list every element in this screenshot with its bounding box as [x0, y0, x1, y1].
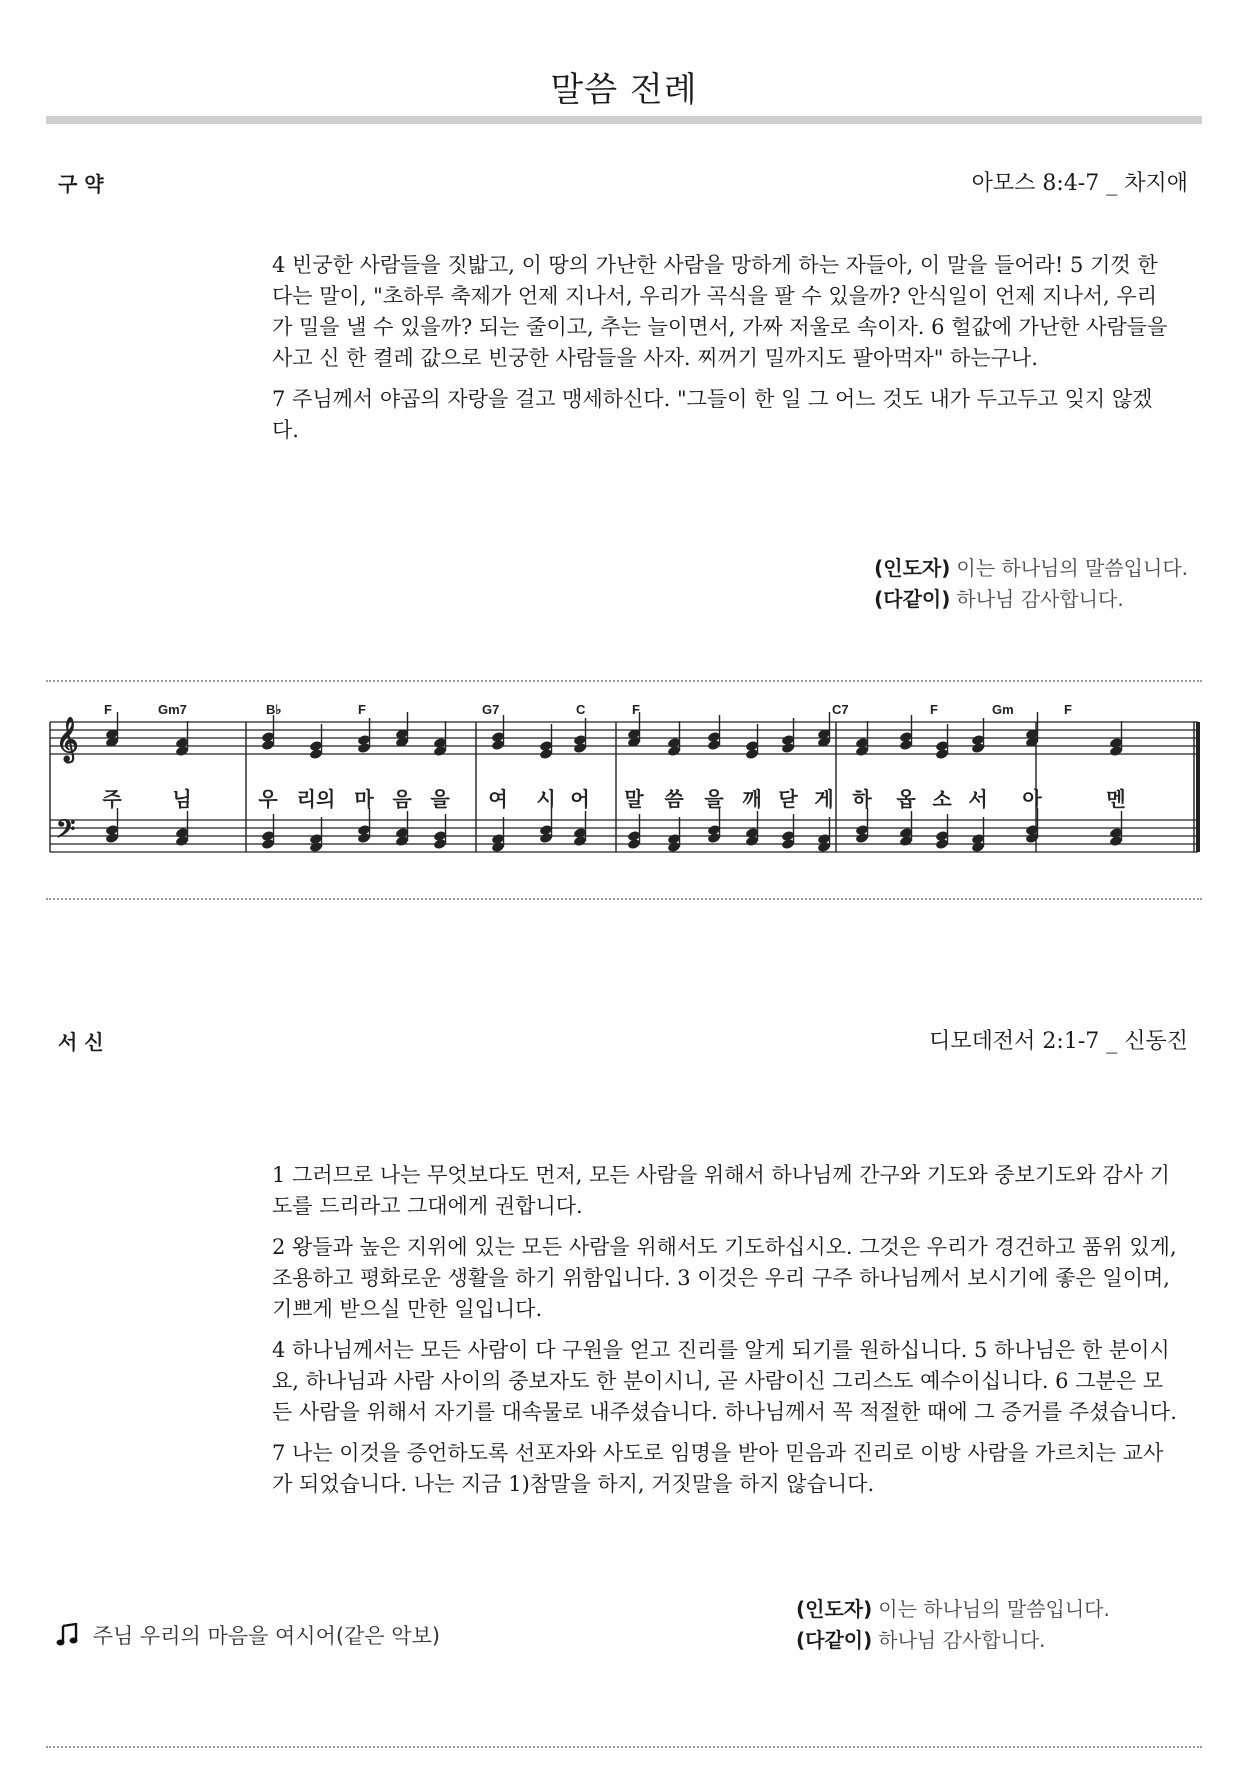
lyric-syllable: 아 — [1022, 787, 1042, 811]
lyric-syllable: 멘 — [1106, 787, 1126, 811]
chord-symbol: F — [930, 702, 938, 717]
chord-symbol: G7 — [482, 702, 500, 717]
lyric-syllable: 음 — [392, 787, 412, 811]
reading-paragraph: 7 나는 이것을 증언하도록 선포자와 사도로 임명을 받아 믿음과 진리로 이방 사람을 가르치는 교사가 되었습니다. 나는 지금 1)참말을 하지, 거짓말을 하지 않습니다. — [272, 1441, 1164, 1496]
lyric-syllable: 여 — [488, 787, 508, 811]
lyric-syllable: 우 — [258, 787, 278, 811]
leader-label: (인도자) — [796, 1597, 873, 1621]
congregation-label: (다같이) — [874, 587, 951, 611]
congregation-text: 하나님 감사합니다. — [878, 1628, 1046, 1652]
reading-paragraph: 1 그러므로 나는 무엇보다도 먼저, 모든 사람을 위해서 하나님께 간구와 기도와 중보기도와 감사 기도를 드리라고 그대에게 권합니다. — [272, 1163, 1170, 1218]
lyric-syllable: 을 — [704, 787, 724, 811]
lyric-syllable: 옵 — [896, 787, 916, 811]
chord-symbol: Gm7 — [158, 702, 187, 717]
treble-clef-icon: 𝄞 — [56, 717, 79, 761]
music-score — [46, 700, 1206, 920]
lyric-syllable: 을 — [430, 787, 450, 811]
old-testament-label: 구 약 — [58, 172, 104, 196]
old-testament-citation: 아모스 8:4-7 _ 차지애 — [971, 171, 1188, 196]
epistle-response — [796, 1594, 1110, 1656]
lyric-syllable: 서 — [968, 787, 988, 811]
epistle-reading — [272, 1160, 1177, 1510]
lyric-syllable: 닫 — [778, 787, 798, 811]
lyric-syllable: 소 — [932, 787, 952, 811]
section-divider — [46, 898, 1202, 900]
chord-symbol: C — [576, 702, 586, 717]
title-divider — [46, 116, 1202, 124]
lyric-syllable: 게 — [814, 787, 834, 811]
hymn-note-text: 주님 우리의 마음을 여시어(같은 악보) — [92, 1624, 441, 1648]
lyric-syllable: 씀 — [664, 787, 684, 811]
chord-symbol: C7 — [832, 702, 849, 717]
chord-symbol: Gm — [992, 702, 1014, 717]
old-testament-reading — [272, 250, 1177, 456]
reading-paragraph: 4 빈궁한 사람들을 짓밟고, 이 땅의 가난한 사람을 망하게 하는 자들아, 이 말을 들어라! 5 기껏 한다는 말이, "초하루 축제가 언제 지나서, 우리가 곡식을 팔 수 있을까? 안식일이 언제 지나서, 우리가 밀을 낼 수 있을까? 되는 줄이고, 추는 늘이면서, 가짜 저울로 속이자. 6 헐값에 가난한 사람들을 사고 신 한 켤레 값으로 빈궁한 사람들을 사자. 찌꺼기 밀까지도 팔아먹자" 하는구나. — [272, 253, 1168, 370]
section-divider — [46, 680, 1202, 682]
chord-symbol: F — [358, 702, 366, 717]
lyric-syllable: 시 — [536, 787, 556, 811]
reading-paragraph: 7 주님께서 야곱의 자랑을 걸고 맹세하신다. "그들이 한 일 그 어느 것도 내가 두고두고 잊지 않겠다. — [272, 387, 1153, 442]
lyric-syllable: 주 — [102, 787, 122, 811]
leader-text: 이는 하나님의 말씀입니다. — [878, 1597, 1110, 1621]
reading-paragraph: 4 하나님께서는 모든 사람이 다 구원을 얻고 진리를 알게 되기를 원하십니다. 5 하나님은 한 분이시요, 하나님과 사람 사이의 중보자도 한 분이시니, 곧 사람이신 그리스도 예수이십니다. 6 그분은 모든 사람을 위해서 자기를 대속물로 내주셨습니다. 하나님께서 꼭 적절한 때에 그 증거를 주셨습니다. — [272, 1338, 1177, 1424]
reading-paragraph: 2 왕들과 높은 지위에 있는 모든 사람을 위해서도 기도하십시오. 그것은 우리가 경건하고 품위 있게, 조용하고 평화로운 생활을 하기 위함입니다. 3 이것은 우리 구주 하나님께서 보시기에 좋은 일이며, 기쁘게 받으실 만한 일입니다. — [272, 1235, 1177, 1321]
chord-symbol: F — [632, 702, 640, 717]
chord-symbol: B♭ — [266, 702, 282, 717]
epistle-label: 서 신 — [58, 1030, 104, 1054]
chord-symbol: F — [1064, 702, 1072, 717]
lyric-syllable: 님 — [172, 787, 192, 811]
page-title: 말씀 전례 — [550, 70, 698, 110]
old-testament-response — [874, 553, 1188, 615]
lyric-syllable: 리의 — [296, 787, 336, 811]
congregation-text: 하나님 감사합니다. — [956, 587, 1124, 611]
lyric-syllable: 어 — [570, 787, 590, 811]
music-note-icon — [56, 1623, 78, 1647]
leader-label: (인도자) — [874, 556, 951, 580]
lyric-syllable: 깨 — [742, 787, 762, 811]
section-divider — [46, 1746, 1202, 1748]
bass-clef-icon: 𝄢 — [56, 815, 76, 850]
epistle-citation: 디모데전서 2:1-7 _ 신동진 — [929, 1029, 1188, 1054]
chord-symbol: F — [104, 702, 112, 717]
lyric-syllable: 마 — [354, 787, 374, 811]
lyric-syllable: 하 — [852, 787, 872, 811]
leader-text: 이는 하나님의 말씀입니다. — [956, 556, 1188, 580]
hymn-note — [56, 1620, 440, 1650]
congregation-label: (다같이) — [796, 1628, 873, 1652]
lyric-syllable: 말 — [624, 787, 644, 811]
